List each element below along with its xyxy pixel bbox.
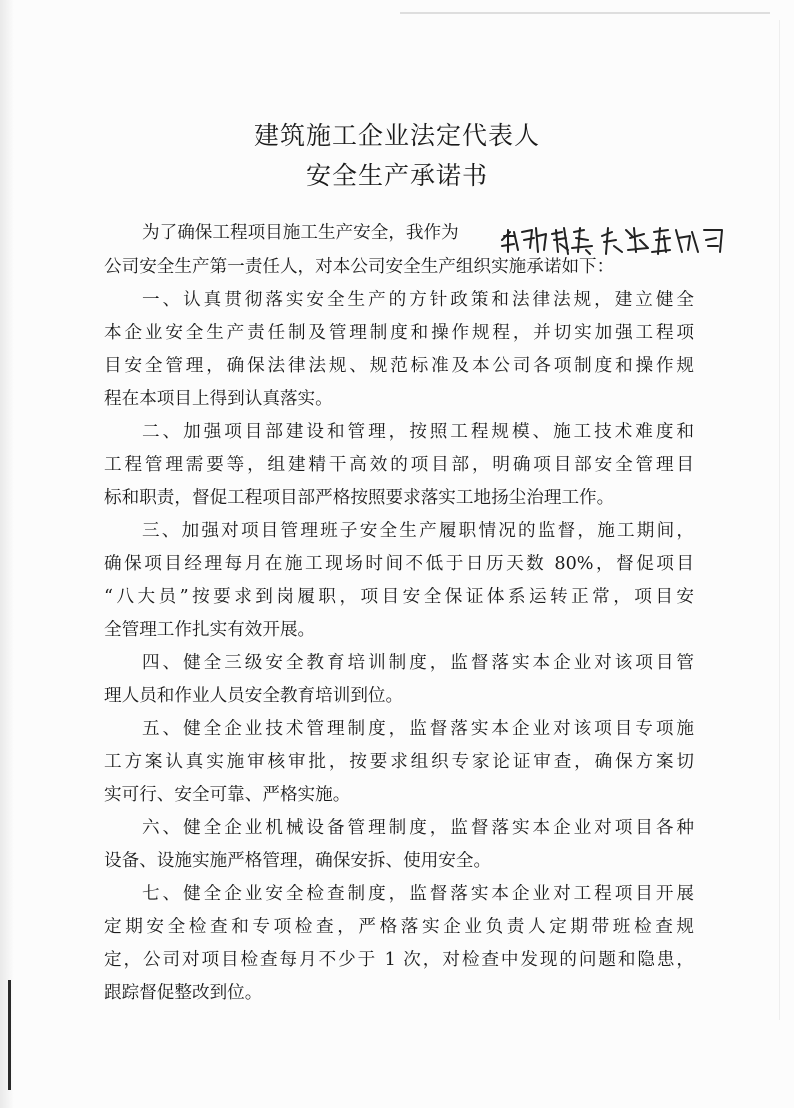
paragraph-line: 工程管理需要等，组建精干高效的项目部，明确项目部安全管理目 [104,455,694,475]
paragraph-line: 确保项目经理每月在施工现场时间不低于日历天数 80%，督促项目 [104,554,694,574]
paragraph-line: 目安全管理，确保法律法规、规范标准及本公司各项制度和操作规 [104,356,694,376]
paragraph-line: 实可行、安全可靠、严格实施。 [104,785,351,805]
paragraph-line: 跟踪督促整改到位。 [104,983,263,1003]
paragraph-line: 六、健全企业机械设备管理制度，监督落实本企业对项目各种 [142,818,694,838]
scan-top-line [400,12,770,14]
paragraph-line: 全管理工作扎实有效开展。 [104,620,316,640]
paragraph-line: 二、加强项目部建设和管理，按照工程规模、施工技术难度和 [142,422,694,442]
paragraph-line: 五、健全企业技术管理制度，监督落实本企业对该项目专项施 [142,719,694,739]
scan-edge-mark [8,980,11,1090]
document-title-line-1: 建筑施工企业法定代表人 [253,121,540,150]
paragraph-line: 本企业安全生产责任制及管理制度和操作规程，并切实加强工程项 [104,323,694,343]
paragraph-line: 公司安全生产第一责任人，对本公司安全生产组织实施承诺如下： [104,257,615,277]
paragraph-line: 四、健全三级安全教育培训制度，监督落实本企业对该项目管 [142,653,694,673]
document-title-line-2: 安全生产承诺书 [305,161,488,190]
paragraph-line: 定期安全检查和专项检查，严格落实企业负责人定期带班检查规 [104,917,694,937]
paragraph-line: “八大员”按要求到岗履职，项目安全保证体系运转正常，项目安 [104,587,694,607]
paragraph-line: 为了确保工程项目施工生产安全，我作为 [142,223,459,243]
paragraph-line: 一、认真贯彻落实安全生产的方针政策和法律法规，建立健全 [142,290,694,310]
paragraph-line: 定，公司对项目检查每月不少于 1 次，对检查中发现的问题和隐患， [104,950,694,970]
paragraph-line: 设备、设施实施严格管理，确保安拆、使用安全。 [104,851,492,871]
paragraph-line: 标和职责，督促工程项目部严格按照要求落实工地扬尘治理工作。 [104,488,615,508]
paragraph-line: 理人员和作业人员安全教育培训到位。 [104,686,404,706]
paragraph-line: 三、加强对项目管理班子安全生产履职情况的监督，施工期间， [142,521,694,541]
paragraph-line: 工方案认真实施审核审批，按要求组织专家论证审查，确保方案切 [104,752,694,772]
paragraph-line: 程在本项目上得到认真落实。 [104,389,333,409]
paragraph-line: 七、健全企业安全检查制度，监督落实本企业对工程项目开展 [142,884,694,904]
